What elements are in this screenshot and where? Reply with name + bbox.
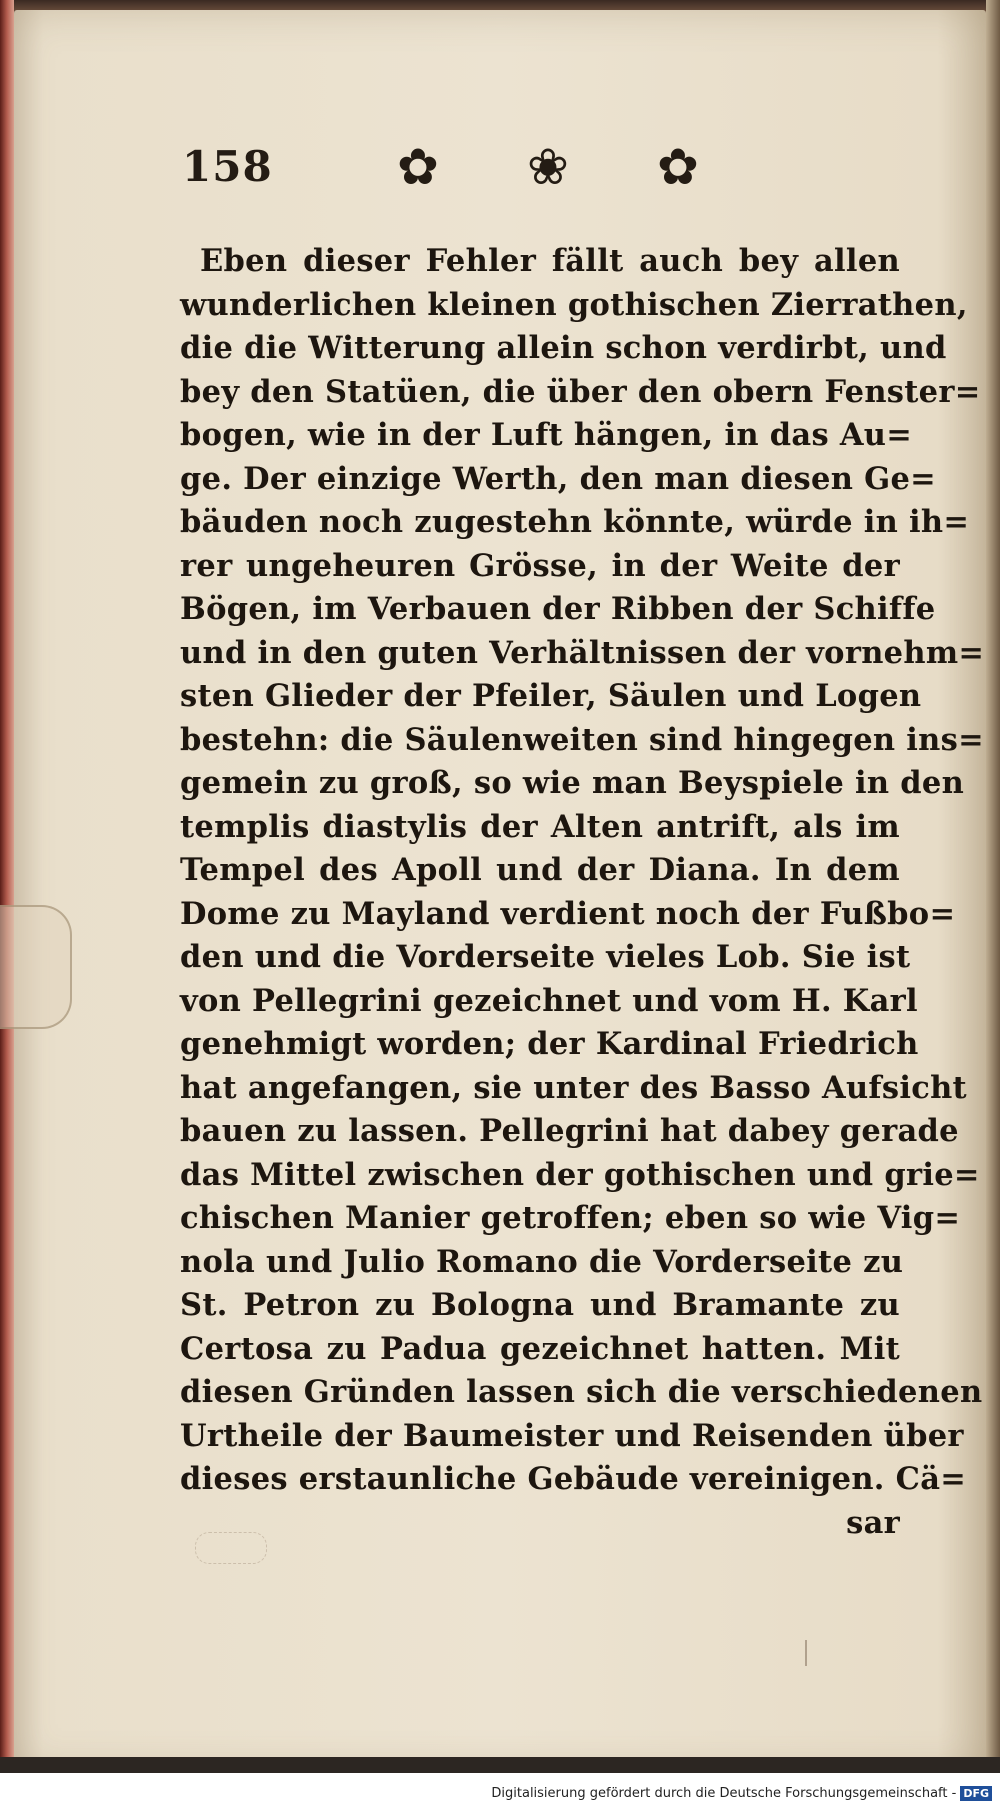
book-spine-edge [0,0,14,1780]
text-line: nola und Julio Romano die Vorderseite zu [180,1243,904,1280]
text-line: und in den guten Verhältnissen der vornehm= [180,634,985,671]
text-line: Eben dieser Fehler fällt auch bey allen [200,243,900,279]
text-line: sten Glieder der Pfeiler, Säulen und Logen [180,678,922,714]
text-line: wunderlichen kleinen gothischen Zierrathen, [180,286,968,323]
text-line: templis diastylis der Alten antrift, als im [180,808,900,845]
text-line: gemein zu groß, so wie man Beyspiele in den [180,765,965,801]
credit-footer [491,1786,992,1801]
text-line: den und die Vorderseite vieles Lob. Sie ist [180,939,911,975]
text-line: genehmigt worden; der Kardinal Friedrich [180,1026,919,1062]
text-line: die die Witterung allein schon verdirbt, und [180,330,947,366]
text-line: bauen zu lassen. Pellegrini hat dabey gerade [180,1113,959,1149]
book-fore-edge [986,0,1000,1780]
pencil-mark [805,1640,807,1666]
ornament-icon: ✿ [657,138,699,196]
body-text [180,240,985,1545]
ornament-icon: ❀ [527,138,569,196]
text-line: das Mittel zwischen der gothischen und grie= [180,1156,980,1193]
text-line: Dome zu Mayland verdient noch der Fußbo= [180,895,956,932]
page-tab-mark [0,905,72,1029]
text-line: Urtheile der Baumeister und Reisenden über [180,1417,964,1454]
text-line: bäuden noch zugestehn könnte, würde in ih= [180,504,970,540]
catchword: sar [846,1504,900,1541]
text-line: Bögen, im Verbauen der Ribben der Schiffe [180,591,936,627]
credit-text: Digitalisierung gefördert durch die Deutsche Forschungsgemeinschaft - [491,1786,957,1801]
text-line: dieses erstaunliche Gebäude vereinigen. Cä= [180,1461,967,1497]
text-line: diesen Gründen lassen sich die verschiedenen [180,1374,983,1410]
credit-bar [0,1773,1000,1811]
text-line: hat angefangen, sie unter des Basso Aufsicht [180,1069,967,1106]
text-line: bogen, wie in der Luft hängen, in das Au= [180,417,913,453]
text-line: bestehn: die Säulenweiten sind hingegen ins= [180,721,984,758]
page-number: 158 [182,142,273,191]
page-header [182,138,902,212]
text-line: St. Petron zu Bologna und Bramante zu [180,1287,900,1323]
dfg-logo[interactable]: DFG [960,1786,992,1801]
text-line: rer ungeheuren Grösse, in der Weite der [180,547,900,584]
text-line: bey den Statüen, die über den obern Fenster= [180,373,981,410]
text-line: ge. Der einzige Werth, den man diesen Ge= [180,460,937,497]
text-line: chischen Manier getroffen; eben so wie Vig= [180,1200,961,1236]
text-line: Tempel des Apoll und der Diana. In dem [180,852,900,888]
text-line: von Pellegrini gezeichnet und vom H. Karl [180,982,918,1019]
text-line: Certosa zu Padua gezeichnet hatten. Mit [180,1330,900,1367]
book-bottom-edge [0,1757,1000,1773]
ornament-icon: ✿ [397,138,439,196]
